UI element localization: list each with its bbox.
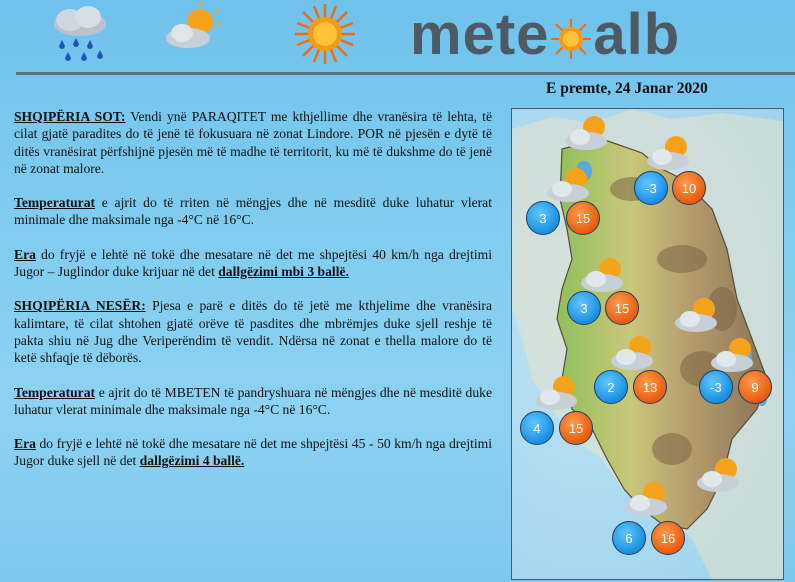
sun-cloud-icon	[544, 165, 596, 205]
station-4-max-temp: 13	[633, 370, 667, 404]
tomorrow-wind-sea: dallgëzimi 4 ballë.	[139, 453, 245, 469]
station-1-min-temp: -3	[634, 171, 668, 205]
today-wind-label: Era	[14, 246, 36, 262]
rain-cloud-icon	[44, 2, 114, 66]
sun-cloud-icon	[622, 479, 674, 519]
today-wind-paragraph	[14, 246, 492, 281]
today-wind-sea: dallgëzimi mbi 3 ballë.	[218, 264, 349, 280]
station-3-min-temp: 3	[567, 291, 601, 325]
tomorrow-paragraph	[14, 297, 492, 366]
albania-forecast-map	[511, 108, 784, 580]
station-5-max-temp: 9	[738, 370, 772, 404]
logo-text-left: mete	[410, 2, 550, 67]
tomorrow-body: Pjesa e parë e ditës do të jetë me kthjelime dhe vranësira kalimtare, të cilat shtohen gjatë orëve të pasdites dhe mbrëmjes duke sjell reshje të pakta shiu në Jug dhe Veriperëndim të vendit. Ndërsa në zonat e thella malore do të ketë shfaqje të dëborës.	[14, 298, 492, 366]
sun-cloud-icon	[608, 333, 660, 373]
forecast-text	[14, 108, 492, 487]
sun-cloud-icon	[694, 455, 746, 495]
today-paragraph	[14, 108, 492, 177]
sun-cloud-icon	[708, 335, 760, 375]
today-temp-body: e ajrit do të rriten në mëngjes dhe në mesditë duke luhatur vlerat minimale dhe maksimale nga -4°C në 16°C.	[14, 195, 492, 228]
station-2-max-temp: 15	[566, 201, 600, 235]
station-5-min-temp: -3	[699, 370, 733, 404]
logo-sun-icon	[551, 19, 591, 59]
station-4-min-temp: 2	[594, 370, 628, 404]
station-6-min-temp: 4	[520, 411, 554, 445]
tomorrow-temp-label: Temperaturat	[14, 384, 96, 400]
today-body: Vendi ynë PARAQITET me kthjellime dhe vranësira të lehta, të cilat gjatë paradites do të jenë të fokusuara në zonat Lindore. POR në pjesën e dytë të ditës vranësirat përfshijnë pjesën më të madhe të territorit, ku më të dukshme do të jenë në zonat malore.	[14, 109, 492, 176]
sun-cloud-icon	[578, 255, 630, 295]
sun-cloud-icon	[672, 295, 724, 335]
today-wind-body: do fryjë e lehtë në tokë dhe mesatare në det me shpejtësi 40 km/h nga drejtimi Jugor – Juglindor duke krijuar në det	[14, 246, 492, 280]
station-3-max-temp: 15	[605, 291, 639, 325]
today-temperature-paragraph	[14, 194, 492, 229]
today-heading: SHQIPËRIA SOT:	[14, 109, 126, 124]
header-divider	[16, 72, 795, 75]
forecast-date: E premte, 24 Janar 2020	[546, 80, 708, 97]
tomorrow-wind-label: Era	[14, 436, 36, 452]
tomorrow-wind-paragraph	[14, 435, 492, 470]
sun-cloud-icon	[532, 373, 584, 413]
header-banner	[0, 0, 795, 70]
sun-cloud-icon	[562, 113, 614, 153]
station-1-max-temp: 10	[672, 171, 706, 205]
sun-cloud-icon	[160, 2, 230, 66]
station-6-max-temp: 15	[559, 411, 593, 445]
tomorrow-heading: SHQIPËRIA NESËR:	[14, 298, 146, 314]
meteoalb-logo	[410, 0, 680, 70]
tomorrow-temp-body: e ajrit do të MBETEN të pandryshuara në mëngjes dhe në mesditë duke luhatur vlerat minimale dhe maksimale nga -4°C në 16°C.	[14, 384, 492, 417]
logo-text-right: alb	[593, 2, 681, 67]
station-7-max-temp: 16	[651, 521, 685, 555]
station-7-min-temp: 6	[612, 521, 646, 555]
today-temp-label: Temperaturat	[14, 195, 96, 211]
sun-cloud-icon	[644, 133, 696, 173]
sun-icon	[290, 2, 360, 66]
station-2-min-temp: 3	[526, 201, 560, 235]
tomorrow-wind-body: do fryjë e lehtë në tokë dhe mesatare në det me shpejtësi 45 - 50 km/h nga drejtimi Jugor duke sjell në det	[14, 436, 492, 469]
tomorrow-temperature-paragraph	[14, 384, 492, 419]
